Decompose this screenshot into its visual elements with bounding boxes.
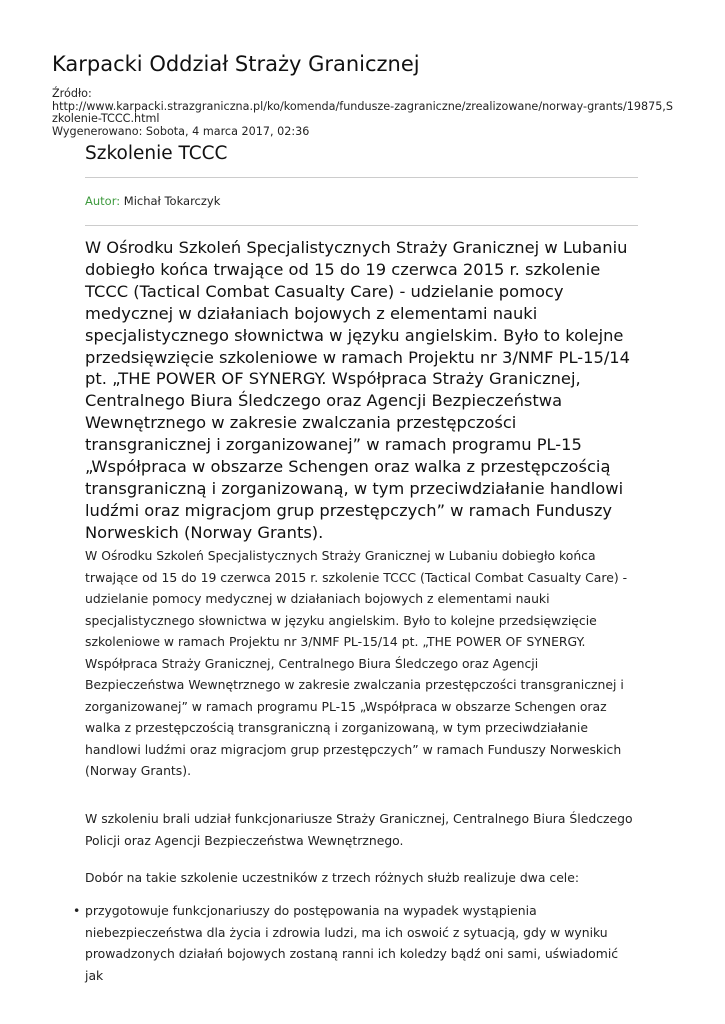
title-divider — [85, 177, 638, 178]
body-paragraph: Dobór na takie szkolenie uczestników z trzech różnych służb realizuje dwa cele: — [85, 870, 580, 885]
body-paragraph: W Ośrodku Szkoleń Specjalistycznych Straży Granicznej w Lubaniu dobiegło końca trwające od 15 do 19 czerwca 2015 r. szkolenie TCCC (Tactical Combat Casualty Care) - udzielanie pomocy medycznej w działaniach bojowych z elementami nauki specjalistycznego słownictwa w języku angielskim. Było to kolejne przedsięwzięcie szkoleniowe w ramach Projektu nr 3/NMF PL-15/14 pt. „THE POWER OF SYNERGY. Współpraca Straży Granicznej, Centralnego Biura Śledczego oraz Agencji Bezpieczeństwa Wewnętrznego w zakresie zwalczania przestępczości transgranicznej i zorganizowanej” w ramach programu PL-15 „Współpraca w obszarze Schengen oraz walka z przestępczością transgraniczną i zorganizowaną, w tym przeciwdziałanie handlowi ludźmi oraz migracjom grup przestępczych” w ramach Funduszy Norweskich (Norway Grants). — [85, 548, 628, 778]
article-lead: W Ośrodku Szkoleń Specjalistycznych Straży Granicznej w Lubaniu dobiegło końca trwające od 15 do 19 czerwca 2015 r. szkolenie TCCC (Tactical Combat Casualty Care) - udzielanie pomocy medycznej w działaniach bojowych z elementami nauki specjalistycznego słownictwa w języku angielskim. Było to kolejne przedsięwzięcie szkoleniowe w ramach Projektu nr 3/NMF PL-15/14 pt. „THE POWER OF SYNERGY. Współpraca Straży Granicznej, Centralnego Biura Śledczego oraz Agencji Bezpieczeństwa Wewnętrznego w zakresie zwalczania przestępczości transgranicznej i zorganizowanej” w ramach programu PL-15 „Współpraca w obszarze Schengen oraz walka z przestępczością transgraniczną i zorganizowaną, w tym przeciwdziałanie handlowi ludźmi oraz migracjom grup przestępczych” w ramach Funduszy Norweskich (Norway Grants). — [85, 238, 631, 542]
generated-timestamp: Wygenerowano: Sobota, 4 marca 2017, 02:36 — [52, 124, 310, 138]
author-line — [85, 194, 220, 208]
bullet-text: przygotowuje funkcjonariuszy do postępowania na wypadek wystąpienia niebezpieczeństwa dla życia i zdrowia ludzi, ma ich oswoić z sytuacją, gdy w wyniku prowadzonych działań bojowych zostaną ranni ich koledzy bądź oni sami, uświadomić jak — [85, 903, 619, 983]
author-name: Michał Tokarczyk — [123, 194, 221, 208]
source-label: Źródło: — [52, 87, 92, 100]
bullet-icon: • — [73, 903, 81, 918]
site-title: Karpacki Oddział Straży Granicznej — [52, 52, 420, 76]
author-divider — [85, 225, 638, 226]
article-title: Szkolenie TCCC — [85, 143, 228, 164]
bullet-list — [73, 900, 638, 986]
source-url[interactable]: http://www.karpacki.strazgraniczna.pl/ko/komenda/fundusze-zagraniczne/zrealizowane/norway-grants/19875,Szkolenie-TCCC.html — [52, 99, 673, 126]
author-label: Autor: — [85, 194, 121, 208]
source-meta — [52, 88, 677, 138]
list-item — [73, 900, 638, 986]
body-paragraph: W szkoleniu brali udział funkcjonariusze Straży Granicznej, Centralnego Biura Śledczego Policji oraz Agencji Bezpieczeństwa Wewnętrznego. — [85, 811, 633, 848]
